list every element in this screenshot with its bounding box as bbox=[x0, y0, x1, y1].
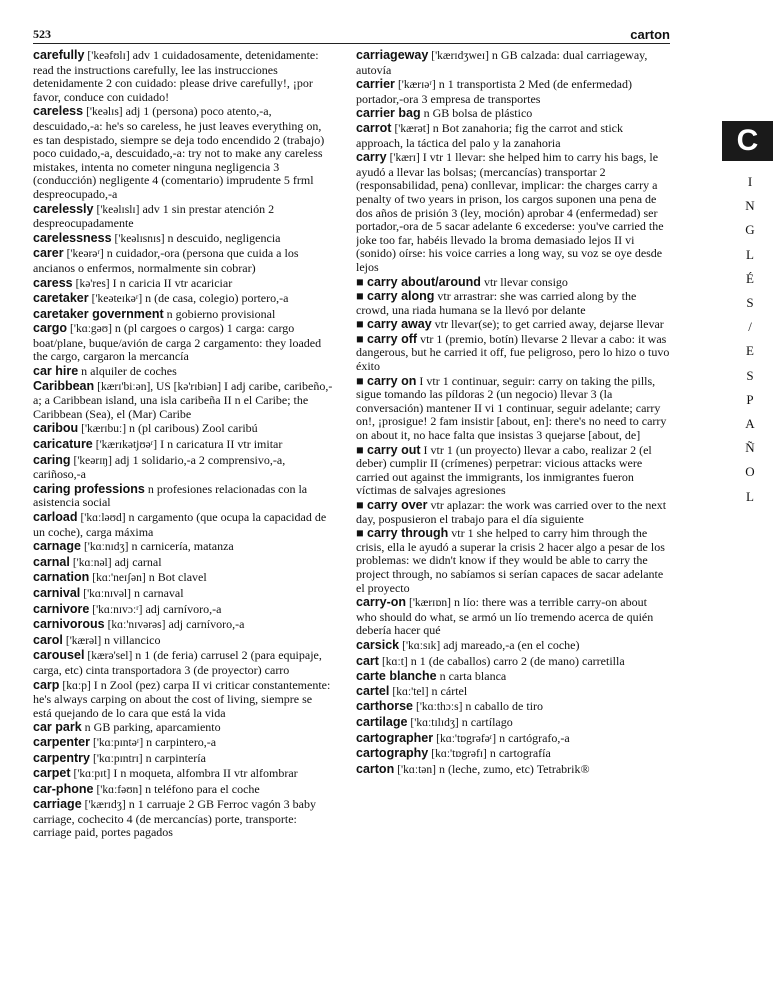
dictionary-entry bbox=[356, 318, 670, 332]
definition: n cargamento (que ocupa la capacidad de un coche), carga máxima bbox=[33, 510, 327, 539]
headword: ■ carry about/around bbox=[356, 275, 481, 289]
dictionary-entry bbox=[33, 232, 333, 247]
headword: carnivore bbox=[33, 601, 90, 616]
left-column bbox=[33, 49, 333, 995]
dictionary-entry bbox=[33, 556, 333, 571]
headword: caricature bbox=[33, 437, 93, 452]
definition: n villancico bbox=[104, 632, 161, 647]
dictionary-entry bbox=[33, 540, 333, 555]
definition: vtr llevar consigo bbox=[483, 274, 568, 289]
headword: ■ carry on bbox=[356, 374, 416, 388]
dictionary-entry bbox=[33, 752, 333, 767]
definition: n cartílago bbox=[461, 714, 513, 729]
headword: cartographer bbox=[356, 730, 434, 745]
headword: carousel bbox=[33, 648, 85, 663]
definition: n cuidador,-ora (persona que cuida a los ancianos o enfermos, normalmente sin cobrar) bbox=[33, 246, 299, 275]
definition: n caballo de tiro bbox=[465, 699, 544, 714]
dictionary-entry bbox=[33, 308, 333, 322]
dictionary-entry bbox=[33, 511, 333, 539]
running-head: carton bbox=[630, 27, 670, 42]
definition: n carpintero,-a bbox=[146, 734, 217, 749]
dictionary-entry bbox=[33, 247, 333, 275]
definition: n carpintería bbox=[145, 750, 206, 765]
definition: vtr 1 she helped to carry him through the crisis, ella le ayudó a superar la crisis 2 hacer algo a pesar de los problemas: we didn't know if they would be able to carry the project through, no sabíamos si serían capaces de sacar adelante el proyecto bbox=[356, 526, 665, 595]
headword: carnage bbox=[33, 539, 81, 554]
dictionary-entry bbox=[33, 454, 333, 482]
section-label-letter: O bbox=[745, 464, 755, 480]
pronunciation: ['keərəʳ] bbox=[66, 248, 104, 261]
pronunciation: ['keəlɪslɪ] bbox=[96, 203, 140, 216]
headword: caretaker government bbox=[33, 306, 164, 321]
headword: cart bbox=[356, 653, 379, 668]
pronunciation: ['kɑːsɪk] bbox=[402, 639, 441, 652]
headword: carriageway bbox=[356, 49, 429, 62]
pronunciation: ['kærɪbuː] bbox=[81, 423, 127, 436]
definition: n GB bolsa de plástico bbox=[423, 106, 533, 121]
definition: I n Zool (pez) carpa II vi criticar constantemente: he's always carping on about the cost of living, siempre se está quejando de lo cara que está la vida bbox=[33, 677, 331, 720]
dictionary-entry bbox=[356, 596, 670, 638]
dictionary-entry bbox=[33, 49, 333, 104]
section-label-letter: L bbox=[746, 246, 754, 262]
definition: n cartografía bbox=[489, 746, 551, 761]
headword: carry-on bbox=[356, 595, 407, 610]
dictionary-entry bbox=[356, 639, 670, 654]
dictionary-entry bbox=[356, 499, 670, 526]
dictionary-entry bbox=[33, 571, 333, 586]
section-label-letter: I bbox=[747, 174, 753, 189]
pronunciation: ['kɑːnəl] bbox=[72, 556, 112, 569]
dictionary-entry bbox=[33, 736, 333, 751]
dictionary-entry bbox=[33, 438, 333, 453]
pronunciation: ['kɑːtən] bbox=[397, 763, 436, 776]
headword: caribou bbox=[33, 421, 79, 436]
definition: adj 1 solidario,-a 2 comprensivo,-a, cariñoso,-a bbox=[33, 452, 286, 482]
definition: adj carnívoro,-a bbox=[145, 601, 222, 616]
definition: adv 1 sin prestar atención 2 despreocupadamente bbox=[33, 201, 275, 231]
dictionary-entry bbox=[33, 483, 333, 510]
dictionary-entry bbox=[33, 203, 333, 231]
headword: carnation bbox=[33, 570, 90, 585]
dictionary-entry bbox=[356, 78, 670, 106]
pronunciation: ['kɑːnɪdʒ] bbox=[83, 541, 129, 554]
page-number: 523 bbox=[33, 27, 51, 41]
headword: carelessly bbox=[33, 201, 94, 216]
section-label-letter: S bbox=[746, 367, 754, 383]
pronunciation: ['kærɪɒn] bbox=[409, 597, 451, 610]
headword: carelessness bbox=[33, 230, 112, 245]
definition: n 1 transportista 2 Med (de enfermedad) portador,-ora 3 empresa de transportes bbox=[356, 77, 632, 106]
definition: n cártel bbox=[431, 683, 468, 698]
section-label bbox=[742, 170, 758, 509]
dictionary-entry bbox=[356, 49, 670, 77]
dictionary-entry bbox=[356, 375, 670, 443]
definition: I n moqueta, alfombra II vtr alfombrar bbox=[113, 766, 298, 781]
definition: n GB calzada: dual carriageway, autovía bbox=[356, 49, 648, 77]
dictionary-entry bbox=[33, 798, 333, 840]
pronunciation: [kɑː'tɒgrəfəʳ] bbox=[436, 732, 497, 745]
definition: adj mareado,-a (en el coche) bbox=[443, 637, 580, 652]
headword: carrier bbox=[356, 77, 395, 92]
definition: n alquiler de coches bbox=[81, 364, 177, 379]
dictionary-entry bbox=[33, 322, 333, 364]
headword: cartography bbox=[356, 746, 429, 761]
header-rule bbox=[33, 43, 670, 44]
definition: n 1 carruaje 2 GB Ferroc vagón 3 baby carriage, cochecito 4 (de mercancías) porte, transporte: carriage paid, portes pagados bbox=[33, 797, 316, 840]
headword: caring professions bbox=[33, 481, 145, 496]
definition: n (pl cargoes o cargos) 1 carga: cargo boat/plane, buque/avión de carga 2 cargamento: they loaded the cargo, cargaron la mercancía bbox=[33, 321, 322, 364]
headword: carol bbox=[33, 632, 63, 647]
pronunciation: ['kɑːləʊd] bbox=[80, 512, 126, 524]
letter-tab: C bbox=[722, 121, 773, 161]
dictionary-entry bbox=[356, 655, 670, 670]
dictionary-entry bbox=[33, 603, 333, 618]
headword: carrier bag bbox=[356, 106, 421, 121]
pronunciation: ['kɑːnɪvəl] bbox=[83, 587, 131, 600]
pronunciation: ['keərɪŋ] bbox=[73, 454, 112, 467]
section-label-letter: L bbox=[746, 488, 754, 504]
definition: I vtr 1 continuar, seguir: carry on taking the pills, sigue tomando las píldoras 2 (un negocio) llevar 3 (la conversación) mantener II vi 1 continuar, seguir adelante; carry on!, ¡prosigue! 2 fam insistir [about, en]: there's no need to carry on about it, no hace falta que insistas 3 quejarse [about, de] bbox=[356, 373, 667, 443]
pronunciation: [kə'res] bbox=[75, 277, 110, 290]
headword: carnivorous bbox=[33, 617, 105, 632]
headword: caring bbox=[33, 452, 71, 467]
pronunciation: [kɑːp] bbox=[62, 679, 91, 692]
headword: carton bbox=[356, 761, 395, 776]
definition: adj 1 (persona) poco atento,-a, descuidado,-a: he's so careless, he just leaves everything on, es tan despistado, siempre se deja todo encendido 2 (trabajo) poco cuidado,-a, descuidado,-a: try not to make any careless mistakes, intenta no cometer ninguna negligencia 3 (conducción) negligente 4 (comentario) imprudente 5 frml despreocupado,-a bbox=[33, 104, 325, 201]
definition: I vtr 1 llevar: she helped him to carry his bags, le ayudó a llevar las bolsas; (mercancías) transportar 2 (responsabilidad, pena) conllevar, implicar: the charges carry a penalty of two years in prison, los cargos suponen una pena de dos años de prisión 3 (ley, moción) aprobar 4 (enfermedad) ser portador,-ora de 5 sacar adelante 6 excederse: you've carried the joke too far, habéis llevado la broma demasiado lejos II vi (sonido) oírse: his voice carries a long way, su voz se oye desde lejos bbox=[356, 150, 664, 274]
headword: ■ carry through bbox=[356, 526, 448, 540]
pronunciation: [kɑː'neɪʃən] bbox=[92, 572, 146, 585]
headword: ■ carry off bbox=[356, 332, 417, 346]
pronunciation: ['kɑːthɔːs] bbox=[415, 701, 463, 714]
dictionary-entry bbox=[356, 700, 670, 715]
pronunciation: ['kɑːpɪntəʳ] bbox=[92, 736, 144, 749]
headword: carriage bbox=[33, 797, 82, 812]
definition: n (pl caribous) Zool caribú bbox=[129, 421, 258, 436]
pronunciation: ['kærəl] bbox=[65, 634, 102, 647]
pronunciation: ['kærɪəʳ] bbox=[397, 79, 436, 92]
headword: cargo bbox=[33, 321, 68, 336]
definition: n gobierno provisional bbox=[166, 306, 276, 321]
pronunciation: [kɑːt] bbox=[381, 655, 408, 668]
dictionary-entry bbox=[33, 634, 333, 649]
dictionary-entry bbox=[356, 122, 670, 150]
dictionary-entry bbox=[356, 747, 670, 762]
pronunciation: ['kærɪdʒweɪ] bbox=[431, 50, 489, 62]
definition: vtr 1 (premio, botín) llevarse 2 llevar a cabo: it was dangerous, but he carried it off, fue peligroso, pero lo hizo o tuvo éxito bbox=[356, 331, 670, 374]
definition: I n caricatura II vtr imitar bbox=[160, 437, 283, 452]
dictionary-entry bbox=[356, 444, 670, 498]
definition: n profesiones relacionadas con la asistencia social bbox=[33, 481, 308, 510]
dictionary-entry bbox=[33, 292, 333, 307]
dictionary-entry bbox=[33, 277, 333, 292]
pronunciation: ['keəfʊlɪ] bbox=[87, 50, 130, 62]
dictionary-entry bbox=[33, 422, 333, 437]
section-label-letter: G bbox=[745, 222, 755, 238]
pronunciation: ['kɑːtɪlɪdʒ] bbox=[410, 716, 459, 729]
dictionary-entry bbox=[356, 732, 670, 747]
definition: n descuido, negligencia bbox=[167, 230, 281, 245]
pronunciation: [kærɪ'biːən], US [kə'rɪbiən] bbox=[97, 380, 222, 393]
pronunciation: ['kærɪ] bbox=[389, 152, 420, 165]
dictionary-entry bbox=[356, 290, 670, 317]
section-label-letter: / bbox=[748, 319, 752, 335]
headword: caretaker bbox=[33, 291, 89, 306]
headword: car hire bbox=[33, 364, 79, 379]
dictionary-entry bbox=[33, 721, 333, 735]
headword: carthorse bbox=[356, 699, 413, 714]
definition: n 1 (de feria) carrusel 2 (para equipaje, carga, etc) cinta transportadora 3 (de proyector) carro bbox=[33, 648, 322, 677]
pronunciation: [kɑː'tɒgrəfɪ] bbox=[431, 748, 487, 761]
definition: n lío: there was a terrible carry-on about who should do what, se armó un lío tremendo acerca de quién debería hacer qué bbox=[356, 595, 654, 638]
dictionary-entry bbox=[33, 649, 333, 677]
definition: n (de casa, colegio) portero,-a bbox=[145, 291, 289, 306]
section-label-letter: S bbox=[746, 295, 754, 311]
right-column bbox=[356, 49, 670, 995]
dictionary-entry bbox=[356, 333, 670, 374]
dictionary-entry bbox=[356, 670, 670, 684]
pronunciation: ['kærət] bbox=[394, 122, 430, 135]
definition: n carnicería, matanza bbox=[131, 539, 234, 554]
headword: car park bbox=[33, 720, 82, 735]
headword: cartel bbox=[356, 683, 390, 698]
section-label-letter: Ñ bbox=[745, 440, 755, 456]
pronunciation: [kærə'sel] bbox=[87, 650, 133, 663]
definition: I vtr 1 (un proyecto) llevar a cabo, realizar 2 (el deber) cumplir II (crímenes) perpetrar: vicious attacks were carried out against the immigrants, los inmigrantes fueron víctimas de salvajes agresiones bbox=[356, 442, 652, 498]
headword: carp bbox=[33, 677, 60, 692]
definition: adj carnal bbox=[114, 554, 162, 569]
headword: ■ carry out bbox=[356, 443, 421, 457]
dictionary-entry bbox=[33, 679, 333, 721]
pronunciation: ['kɑːpɪt] bbox=[73, 768, 111, 781]
dictionary-entry bbox=[33, 105, 333, 201]
definition: n carnaval bbox=[133, 585, 184, 600]
pronunciation: ['kærɪkətjʊəʳ] bbox=[95, 439, 158, 452]
headword: carpet bbox=[33, 766, 71, 781]
dictionary-entry bbox=[33, 380, 333, 422]
pronunciation: ['kɑːfəʊn] bbox=[96, 783, 143, 796]
headword: carry bbox=[356, 150, 387, 165]
pronunciation: ['kɑːpɪntrɪ] bbox=[92, 752, 143, 765]
headword: cartilage bbox=[356, 714, 408, 729]
definition: I adj caribe, caribeño,-a; a Caribbean island, una isla caribeña II n el Caribe; the Caribbean (Sea), el (Mar) Caribe bbox=[33, 378, 333, 421]
headword: carte blanche bbox=[356, 669, 437, 684]
pronunciation: [kɑː'tel] bbox=[392, 685, 429, 698]
definition: vtr aplazar: the work was carried over to the next day, pospusieron el trabajo para el día siguiente bbox=[356, 498, 667, 526]
section-label-letter: E bbox=[746, 343, 754, 359]
headword: ■ carry over bbox=[356, 498, 428, 512]
dictionary-entry bbox=[33, 618, 333, 633]
section-label-letter: É bbox=[746, 270, 754, 286]
headword: carnal bbox=[33, 554, 70, 569]
headword: carload bbox=[33, 510, 78, 524]
dictionary-entry bbox=[356, 763, 670, 778]
definition: n GB parking, aparcamiento bbox=[84, 720, 221, 735]
pronunciation: ['keəlɪsnɪs] bbox=[114, 232, 165, 245]
dictionary-entry bbox=[356, 527, 670, 595]
headword: carsick bbox=[356, 637, 400, 652]
dictionary-entry bbox=[356, 276, 670, 290]
pronunciation: ['keəlɪs] bbox=[86, 106, 123, 119]
definition: vtr arrastrar: she was carried along by the crowd, una riada humana se la llevó por delante bbox=[356, 289, 637, 317]
definition: n teléfono para el coche bbox=[145, 781, 260, 796]
dictionary-entry bbox=[33, 783, 333, 798]
headword: caress bbox=[33, 275, 73, 290]
dictionary-entry bbox=[356, 685, 670, 700]
headword: carpentry bbox=[33, 750, 90, 765]
headword: carer bbox=[33, 246, 64, 261]
pronunciation: ['kɑːgəʊ] bbox=[70, 323, 112, 336]
definition: n Bot zanahoria; fig the carrot and stick approach, la táctica del palo y la zanahoria bbox=[356, 120, 623, 150]
definition: n carta blanca bbox=[439, 669, 507, 684]
definition: adj carnívoro,-a bbox=[168, 617, 245, 632]
dictionary-entry bbox=[356, 107, 670, 121]
pronunciation: ['keəteɪkəʳ] bbox=[91, 293, 143, 306]
dictionary-entry bbox=[33, 587, 333, 602]
headword: Caribbean bbox=[33, 378, 95, 393]
definition: n Bot clavel bbox=[148, 570, 207, 585]
headword: carefully bbox=[33, 49, 85, 62]
dictionary-entry bbox=[356, 716, 670, 731]
pronunciation: ['kɑːnɪvɔːʳ] bbox=[92, 603, 143, 616]
headword: careless bbox=[33, 104, 84, 119]
definition: n 1 (de caballos) carro 2 (de mano) carretilla bbox=[410, 653, 625, 668]
headword: ■ carry along bbox=[356, 289, 434, 303]
pronunciation: ['kærɪdʒ] bbox=[84, 799, 126, 812]
dictionary-entry bbox=[33, 365, 333, 379]
section-label-letter: A bbox=[745, 416, 755, 432]
section-label-letter: N bbox=[745, 198, 755, 214]
headword: carrot bbox=[356, 120, 392, 135]
dictionary-entry bbox=[33, 767, 333, 782]
definition: vtr llevar(se); to get carried away, dejarse llevar bbox=[434, 317, 664, 332]
section-label-letter: P bbox=[746, 391, 754, 407]
dictionary-entry bbox=[356, 151, 670, 274]
definition: n (leche, zumo, etc) Tetrabrik® bbox=[438, 761, 590, 776]
headword: car-phone bbox=[33, 781, 94, 796]
headword: carpenter bbox=[33, 734, 90, 749]
headword: ■ carry away bbox=[356, 317, 432, 331]
definition: I n caricia II vtr acariciar bbox=[112, 275, 233, 290]
headword: carnival bbox=[33, 585, 81, 600]
definition: adv 1 cuidadosamente, detenidamente: read the instructions carefully, lee las instrucciones detenidamente 2 con cuidado: please drive carefully!, ¡por favor, conduce con cuidado! bbox=[33, 49, 319, 104]
definition: n cartógrafo,-a bbox=[499, 730, 570, 745]
pronunciation: [kɑː'nɪvərəs] bbox=[107, 619, 166, 632]
